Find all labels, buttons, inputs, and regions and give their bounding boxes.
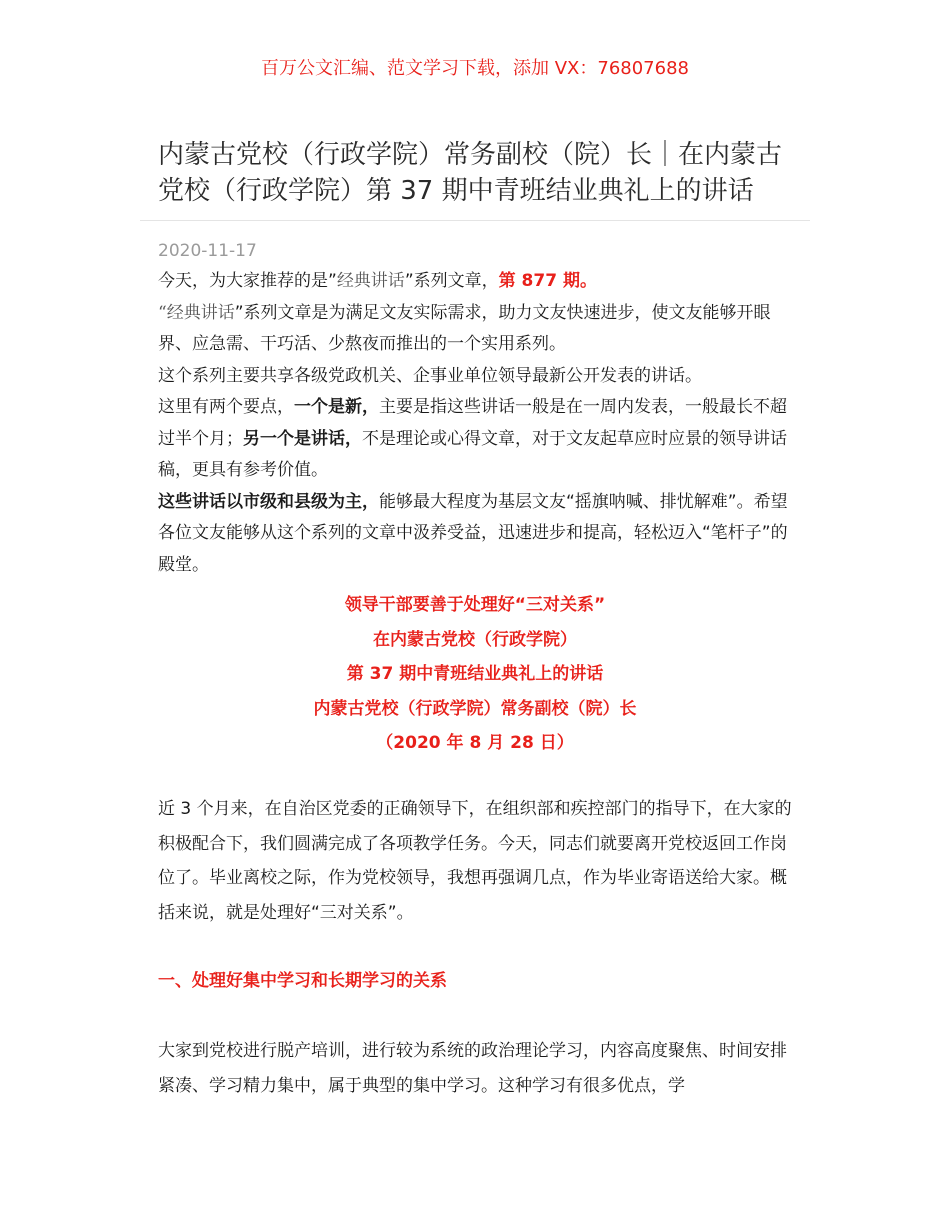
intro-text: 主要是指这些讲话一般是在一周内发表，一般最长不超过半个月；: [158, 397, 787, 449]
speech-date: （2020 年 8 月 28 日）: [376, 733, 574, 753]
intro-paragraph: [158, 487, 798, 582]
body-paragraph: 近 3 个月来，在自治区党委的正确领导下，在组织部和疾控部门的指导下，在大家的积极配合下，我们圆满完成了各项教学任务。今天，同志们就要离开党校返回工作岗位了。毕业离校之际，作为党校领导，我想再强调几点，作为毕业寄语送给大家。概括来说，就是处理好“三对关系”。: [158, 799, 792, 923]
section-heading: 一、处理好集中学习和长期学习的关系: [158, 971, 447, 991]
series-name: 经典讲话: [336, 271, 405, 291]
intro-text: 今天，为大家推荐的是”: [158, 271, 337, 291]
issue-number: 第 877 期。: [498, 271, 597, 291]
intro-paragraph: [158, 298, 798, 361]
speech-occasion: 第 37 期中青班结业典礼上的讲话: [346, 664, 604, 684]
publish-date: 2020-11-17: [158, 241, 257, 261]
key-point-new: 一个是新，: [294, 397, 379, 417]
promo-banner: 百万公文汇编、范文学习下载，添加 VX：76807688: [261, 58, 689, 79]
intro-text: 这里有两个要点，: [158, 397, 294, 417]
speaker: 内蒙古党校（行政学院）常务副校（院）长: [313, 698, 637, 719]
intro-text: 这个系列主要共享各级党政机关、企事业单位领导最新公开发表的讲话。: [158, 365, 702, 386]
key-point-level: 这些讲话以市级和县级为主，: [158, 491, 379, 512]
intro-text: 不是理论或心得文章，对于文友起草应时应景的领导讲话稿，更具有参考价值。: [158, 428, 787, 480]
speech-venue: 在内蒙古党校（行政学院）: [373, 629, 577, 650]
intro-text: ”系列文章是为满足文友实际需求，助力文友快速进步，使文友能够开眼界、应急需、干巧活、少熬夜而推出的一个实用系列。: [158, 302, 771, 354]
intro-text: ”系列文章，: [404, 271, 499, 291]
body-paragraph: 大家到党校进行脱产培训，进行较为系统的政治理论学习，内容高度聚焦、时间安排紧凑、学习精力集中，属于典型的集中学习。这种学习有很多优点，学: [158, 1041, 787, 1096]
speech-title: 领导干部要善于处理好“三对关系”: [344, 595, 606, 615]
intro-paragraph: [158, 392, 798, 487]
open-quote: “: [158, 302, 167, 323]
intro-text: 能够最大程度为基层文友“摇旗呐喊、排忧解难”。希望各位文友能够从这个系列的文章中汲养受益，迅速进步和提高，轻松迈入“笔杆子”的殿堂。: [158, 491, 788, 575]
title-divider: [140, 220, 810, 221]
intro-section: [158, 266, 798, 581]
speech-header: [0, 588, 950, 761]
series-name: 经典讲话: [166, 302, 235, 323]
key-point-speech: 另一个是讲话，: [243, 428, 362, 449]
article-title: 内蒙古党校（行政学院）常务副校（院）长｜在内蒙古党校（行政学院）第 37 期中青班结业典礼上的讲话: [158, 140, 783, 206]
intro-paragraph: [158, 266, 798, 298]
intro-paragraph: [158, 361, 798, 393]
